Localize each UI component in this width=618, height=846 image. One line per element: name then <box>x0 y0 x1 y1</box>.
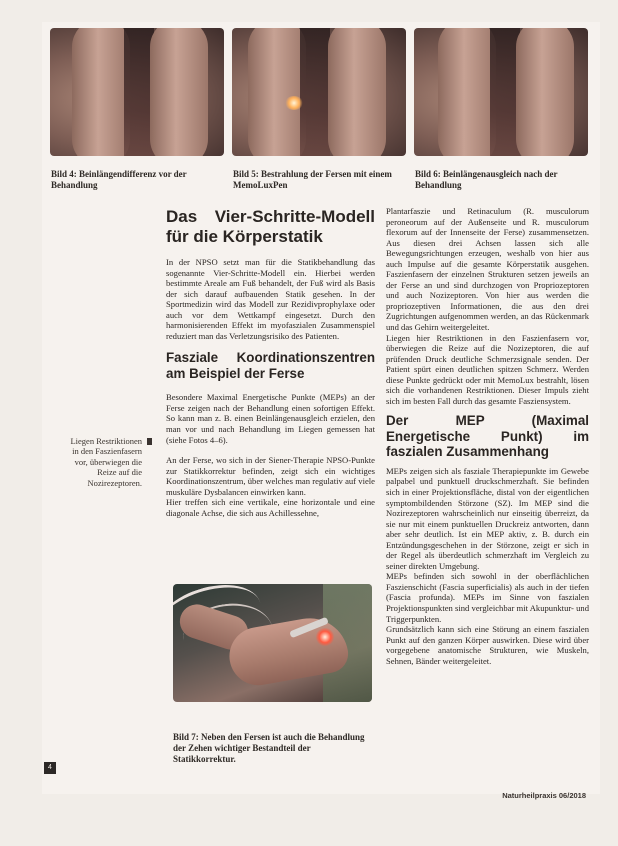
paragraph-restriktionen: Liegen hier Restriktionen in den Faszienfasern vor, überwiegen die Reize auf die Nozizeptoren, die auf prüfenden Druck deutliche Schmerzsignale senden. Der Patient spürt einen deutlichen spitzen Schmerz. Werden diese Punkte gedrückt oder mit MemoLux bestrahlt, lösen sich die vorhandenen Restriktionen. Dieser Impuls zieht sich im besten Fall durch das gesamte Fasziensystem. <box>386 332 589 406</box>
journal-footer: Naturheilpraxis 06/2018 <box>502 791 586 800</box>
caption-bild7: Bild 7: Neben den Fersen ist auch die Behandlung der Zehen wichtiger Bestandteil der Statikkorrektur. <box>173 732 365 764</box>
paragraph-mep-faszienschicht: MEPs befinden sich sowohl in der oberflächlichen Faszienschicht (Fascia superficialis) als auch in der tiefen (Fascia profunda). MEPs im Sinne von faszialen Projektionspunkten sind vergleichbar mit Akupunktur- und Triggerpunkten. <box>386 571 589 624</box>
paragraph-koordinationszentrum: An der Ferse, wo sich in der Siener-Therapie NPSO-Punkte zur Statikkorrektur befinden, zeigt sich ein wichtiges Koordinationszentrum, über welches man regulativ auf viele muskuläre Dysbalancen einwirken kann. <box>166 455 375 497</box>
paragraph-meps-ferse: Besondere Maximal Energetische Punkte (MEPs) an der Ferse zeigen nach der Behandlung einen sofortigen Effekt. So kann man z. B. einen Beinlängenausgleich erzielen, den man vor und nach Behandlung im Liegen gemessen hat (siehe Fotos 4–6). <box>166 392 375 445</box>
right-column <box>386 206 589 666</box>
magazine-page <box>42 22 600 800</box>
photo-bild6 <box>414 28 588 156</box>
section-heading-mep: Der MEP (Maximal Energetische Punkt) im faszialen Zusammenhang <box>386 413 589 460</box>
photo-bild4 <box>50 28 224 156</box>
paragraph-plantarfaszie: Plantarfaszie und Retinaculum (R. musculorum peroneorum auf der Außenseite und R. musculorum flexorum auf der Innenseite der Ferse) zusammensetzen. Aus diesen drei Achsen lassen sich alle Bewegungsrichtungen erzeugen, weshalb von hier aus auch Impulse auf die gesamte Körperstatik ausgehen. Faszienfasern der einzelnen Strukturen setzen jeweils an der Ferse an und sind durchzogen von Propriozeptoren und auch Nozizeptoren. Von hier aus werden die propriozeptiven Informationen, die aus den drei Zugrichtungen aufgenommen werden, an das Rückenmark und das Gehirn weitergeleitet. <box>386 206 589 333</box>
photo-bild5 <box>232 28 406 156</box>
paragraph-stoerung: Grundsätzlich kann sich eine Störung an einem faszialen Punkt auf den ganzen Körper auswirken. Diese wird über vorgegebene anatomische Strukturen, wie Muskeln, Sehnen, Bänder weitergeleitet. <box>386 624 589 666</box>
photo-bild7 <box>173 584 372 702</box>
caption-bild4: Bild 4: Beinlängendifferenz vor der Behandlung <box>51 169 187 190</box>
quote-marker <box>147 438 152 445</box>
caption-bild6: Bild 6: Beinlängenausgleich nach der Behandlung <box>415 169 558 190</box>
intro-paragraph: In der NPSO setzt man für die Statikbehandlung das sogenannte Vier-Schritte-Modell ein. Hierbei werden bestimmte Areale am Fuß behandelt, der Fuß wird als Basis der sich darauf aufbauenden Statik gesehen. In der Sportmedizin wird das Modell zur Rezidivprophylaxe oder auch vor dem Wettkampf eingesetzt. Durch den harmonisierenden Effekt im myofaszialen Zusammenspiel reduziert man das Verletzungsrisiko des Patienten. <box>166 257 375 341</box>
caption-bild5: Bild 5: Bestrahlung der Fersen mit einem MemoLuxPen <box>233 169 392 190</box>
middle-column <box>166 207 375 518</box>
page-number: 4 <box>44 762 56 774</box>
paragraph-mep-palpabel: MEPs zeigen sich als fasziale Therapiepunkte im Gewebe palpabel und punktuell druckschmerzhaft. Sie befinden sich in einer Projektionsfläche, distal von der eigentlichen symptombildenden Störzone (SZ). Im MEP sind die Nozirezeptoren wahrscheinlich nur einseitig überreizt, da sie nur mit einem punktuellen Druckreiz antworten, dann aber sehr deutlich. Ist ein MEP aktiv, z. B. durch ein Entzündungsgeschehen in der Störzone, zeigt er sich in der Regel als überdeutlich schmerzhaft im Vergleich zu seiner direkten Umgebung. <box>386 465 589 571</box>
sidebar-quote: Liegen Restriktionen in den Faszienfasern vor, überwiegen die Reize auf die Nozirezeptoren. <box>70 436 142 488</box>
article-title: Das Vier-Schritte-Modell für die Körperstatik <box>166 207 375 246</box>
section-heading-fasziale: Fasziale Koordinationszentren am Beispiel der Ferse <box>166 350 375 381</box>
paragraph-achsen: Hier treffen sich eine vertikale, eine horizontale und eine diagonale Achse, die sich aus Achillessehne, <box>166 497 375 518</box>
